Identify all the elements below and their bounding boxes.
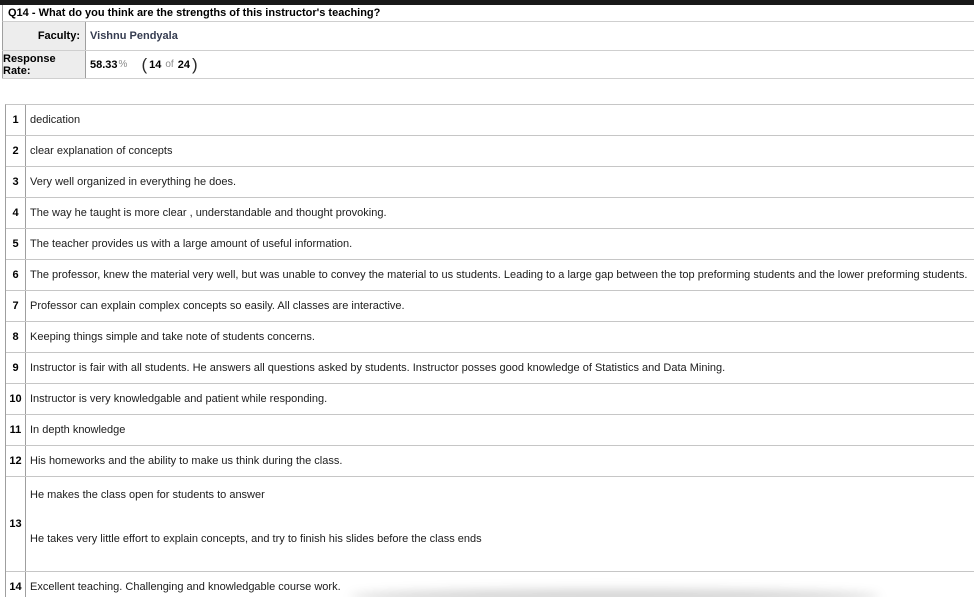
response-text: The teacher provides us with a large amount of useful information. bbox=[30, 238, 353, 250]
open-paren: ( bbox=[141, 55, 148, 74]
response-text: Instructor is fair with all students. He answers all questions asked by students. Instructor posses good knowledge of Statistics and Data Mining. bbox=[30, 362, 726, 374]
response-row bbox=[6, 477, 974, 572]
response-number: 6 bbox=[6, 260, 26, 290]
response-row bbox=[6, 229, 974, 260]
response-text-line: He takes very little effort to explain concepts, and try to finish his slides before the class ends bbox=[30, 533, 482, 545]
response-row bbox=[6, 260, 974, 291]
responded-count: 14 bbox=[149, 58, 162, 71]
faculty-label: Faculty: bbox=[2, 22, 86, 50]
close-paren: ) bbox=[191, 55, 198, 74]
response-text: The professor, knew the material very well, but was unable to convey the material to us students. Leading to a large gap between the top preforming students and the lower preforming students. bbox=[30, 269, 968, 281]
response-rate-row bbox=[2, 51, 974, 79]
response-number: 14 bbox=[6, 572, 26, 597]
response-row bbox=[6, 415, 974, 446]
response-row bbox=[6, 105, 974, 136]
total-count: 24 bbox=[177, 58, 190, 71]
response-rate-label: Response Rate: bbox=[2, 51, 86, 78]
faculty-name: Vishnu Pendyala bbox=[90, 30, 178, 42]
response-row bbox=[6, 353, 974, 384]
response-row bbox=[6, 198, 974, 229]
response-number: 13 bbox=[6, 477, 26, 571]
response-text: His homeworks and the ability to make us think during the class. bbox=[30, 455, 343, 467]
response-text: In depth knowledge bbox=[30, 424, 126, 436]
response-number: 2 bbox=[6, 136, 26, 166]
response-text: Instructor is very knowledgable and patient while responding. bbox=[30, 393, 328, 405]
response-number: 4 bbox=[6, 198, 26, 228]
response-number: 10 bbox=[6, 384, 26, 414]
response-row bbox=[6, 291, 974, 322]
faculty-value-cell bbox=[86, 22, 974, 50]
response-number: 11 bbox=[6, 415, 26, 445]
response-row bbox=[6, 572, 974, 597]
response-number: 8 bbox=[6, 322, 26, 352]
response-text bbox=[26, 477, 974, 571]
spacer bbox=[0, 79, 974, 104]
of-word: of bbox=[165, 59, 174, 70]
response-row bbox=[6, 446, 974, 477]
faculty-row bbox=[2, 22, 974, 51]
response-number: 9 bbox=[6, 353, 26, 383]
response-text: The way he taught is more clear , understandable and thought provoking. bbox=[30, 207, 387, 219]
response-text: Very well organized in everything he does. bbox=[30, 176, 237, 188]
percent-sign: % bbox=[118, 59, 128, 70]
response-row bbox=[6, 322, 974, 353]
question-header-text: Q14 - What do you think are the strengths of this instructor's teaching? bbox=[8, 7, 381, 19]
response-row bbox=[6, 167, 974, 198]
response-text: Excellent teaching. Challenging and knowledgable course work. bbox=[30, 581, 341, 593]
response-row bbox=[6, 384, 974, 415]
response-text: clear explanation of concepts bbox=[30, 145, 173, 157]
response-text: Professor can explain complex concepts so easily. All classes are interactive. bbox=[30, 300, 405, 312]
question-header bbox=[2, 5, 974, 22]
response-number: 5 bbox=[6, 229, 26, 259]
response-number: 3 bbox=[6, 167, 26, 197]
response-rate-number: 58.33 bbox=[90, 58, 118, 71]
response-row bbox=[6, 136, 974, 167]
response-rate-value-cell bbox=[86, 51, 974, 78]
response-text-line: He makes the class open for students to answer bbox=[30, 489, 265, 501]
response-text: Keeping things simple and take note of students concerns. bbox=[30, 331, 315, 343]
response-number: 1 bbox=[6, 105, 26, 135]
response-number: 12 bbox=[6, 446, 26, 476]
response-text: dedication bbox=[30, 114, 81, 126]
response-number: 7 bbox=[6, 291, 26, 321]
responses-table bbox=[5, 104, 974, 597]
